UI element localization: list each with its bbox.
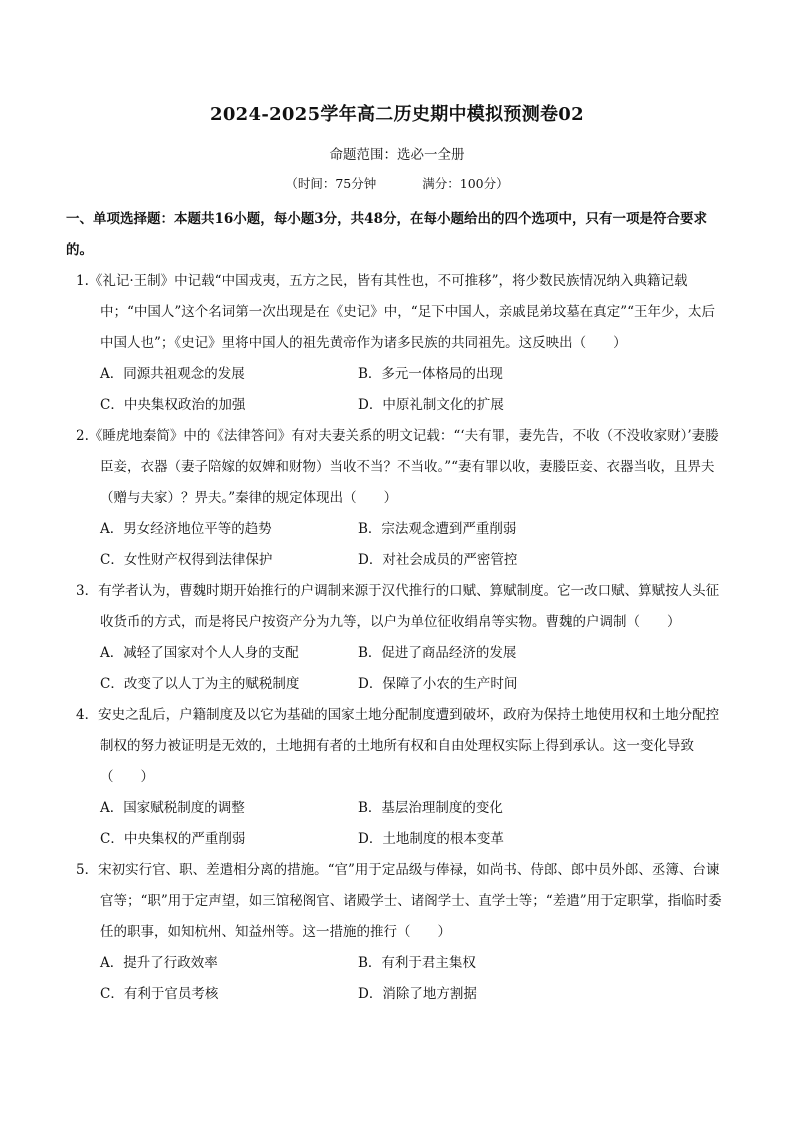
question-options xyxy=(76,514,726,576)
question-stem: 4．安史之乱后，户籍制度及以它为基础的国家土地分配制度遭到破坏，政府为保持土地使用权和土地分配控制权的努力被证明是无效的，土地拥有者的土地所有权和自由处理权实际上得到承认。这一变化导致（ ） xyxy=(76,707,720,785)
option-c[interactable]: C．中央集权政治的加强 xyxy=(100,397,246,413)
option-c[interactable]: C．改变了以人丁为主的赋税制度 xyxy=(100,676,300,692)
question-options xyxy=(76,948,726,1010)
option-b[interactable]: B．促进了商品经济的发展 xyxy=(358,645,517,661)
question-options xyxy=(76,638,726,700)
exam-time-score xyxy=(0,174,794,192)
option-c[interactable]: C．女性财产权得到法律保护 xyxy=(100,552,273,568)
option-a[interactable]: A．减轻了国家对个人人身的支配 xyxy=(100,645,299,661)
question-4 xyxy=(76,700,726,855)
exam-scope: 命题范围：选必一全册 xyxy=(329,147,465,163)
option-a[interactable]: A．男女经济地位平等的趋势 xyxy=(100,521,272,537)
question-stem: 1.《礼记·王制》中记载“中国戎夷，五方之民，皆有其性也，不可推移”，将少数民族情况纳入典籍记载中；“中国人”这个名词第一次出现是在《史记》中，“足下中国人，亲戚昆弟坟墓在真定”“王年少，太后中国人也”；《史记》里将中国人的祖先黄帝作为诸多民族的共同祖先。这反映出（ ） xyxy=(76,273,716,351)
option-a[interactable]: A．同源共祖观念的发展 xyxy=(100,366,245,382)
option-d[interactable]: D．对社会成员的严密管控 xyxy=(358,552,518,568)
option-d[interactable]: D．土地制度的根本变革 xyxy=(358,831,504,847)
question-2 xyxy=(76,421,726,576)
option-b[interactable]: B．有利于君主集权 xyxy=(358,955,476,971)
question-3 xyxy=(76,576,726,700)
question-options xyxy=(76,793,726,855)
question-stem: 2.《睡虎地秦简》中的《法律答问》有对夫妻关系的明文记载：“‘夫有罪，妻先告，不收（不没收家财）’妻媵臣妾，衣器（妻子陪嫁的奴婢和财物）当收不当？不当收。”“妻有罪以收，妻媵臣妾、衣器当收，且畀夫（赠与夫家）？畀夫。”秦律的规定体现出（ ） xyxy=(76,428,719,506)
option-a[interactable]: A．提升了行政效率 xyxy=(100,955,218,971)
section-heading: 一、单项选择题：本题共16小题，每小题3分，共48分，在每小题给出的四个选项中，只有一项是符合要求的。 xyxy=(66,211,707,258)
question-5 xyxy=(76,855,726,1010)
option-b[interactable]: B．基层治理制度的变化 xyxy=(358,800,503,816)
option-b[interactable]: B．多元一体格局的出现 xyxy=(358,366,503,382)
option-d[interactable]: D．消除了地方割据 xyxy=(358,986,477,1002)
question-stem: 5．宋初实行官、职、差遣相分离的措施。“官”用于定品级与俸禄，如尚书、侍郎、郎中员外郎、丞簿、台谏官等；“职”用于定声望，如三馆秘阁官、诸殿学士、诸阁学士、直学士等；“差遣”用于定职掌，指临时委任的职事，如知杭州、知益州等。这一措施的推行（ ） xyxy=(76,862,722,940)
option-d[interactable]: D．中原礼制文化的扩展 xyxy=(358,397,504,413)
exam-time: （时间：75分钟 xyxy=(285,176,377,191)
question-1 xyxy=(76,266,726,421)
option-d[interactable]: D．保障了小农的生产时间 xyxy=(358,676,518,692)
exam-score: 满分：100分） xyxy=(422,176,509,191)
question-stem: 3．有学者认为，曹魏时期开始推行的户调制来源于汉代推行的口赋、算赋制度。它一改口赋、算赋按人头征收货币的方式，而是将民户按资产分为九等，以户为单位征收绢帛等实物。曹魏的户调制（ ） xyxy=(76,583,720,630)
exam-title: 2024-2025学年高二历史期中模拟预测卷02 xyxy=(210,104,584,125)
option-b[interactable]: B．宗法观念遭到严重削弱 xyxy=(358,521,517,537)
question-options xyxy=(76,359,726,421)
option-c[interactable]: C．有利于官员考核 xyxy=(100,986,219,1002)
option-c[interactable]: C．中央集权的严重削弱 xyxy=(100,831,246,847)
option-a[interactable]: A．国家赋税制度的调整 xyxy=(100,800,245,816)
